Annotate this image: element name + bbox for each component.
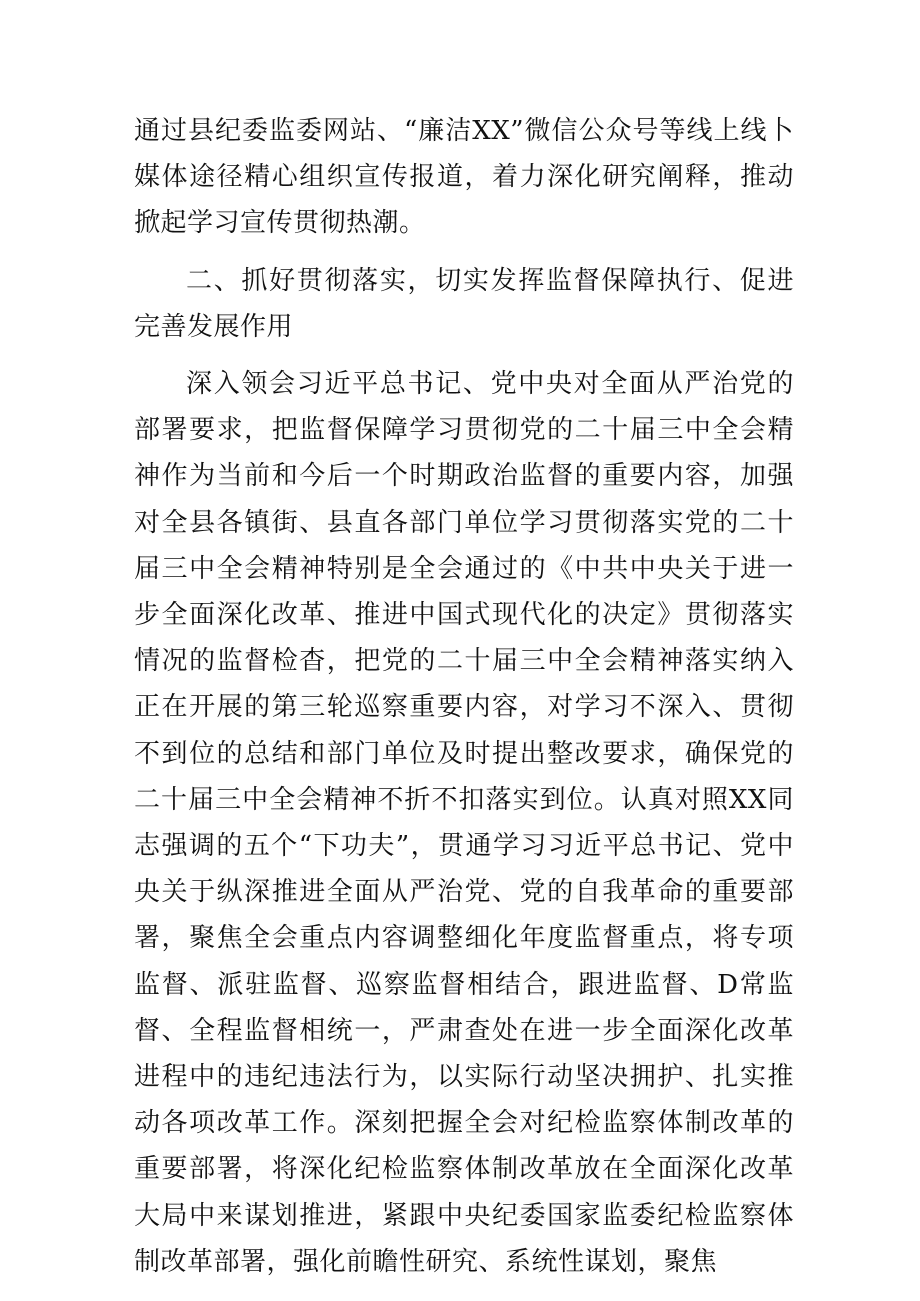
paragraph-continuation: 通过县纪委监委网站、“廉洁XX”微信公众号等线上线卜媒体途径精心组织宣传报道，着力深化研究阐释，推动掀起学习宣传贯彻热潮。 xyxy=(134,116,794,239)
paragraph-body: 深入领会习近平总书记、党中央对全面从严治党的部署要求，把监督保障学习贯彻党的二十届三中全会精神作为当前和今后一个时期政治监督的重要内容，加强对全县各镇街、县直各部门单位学习贯彻落实党的二十届三中全会精神特别是全会通过的《中共中央关于进一步全面深化改革、推进中国式现代化的决定》贯彻落实情况的监督检杳，把党的二十届三中全会精神落实纳入正在开展的第三轮巡察重要内容，对学习不深入、贯彻不到位的总结和部门单位及时提出整改要求，确保党的二十届三中全会精神不折不扣落实到位。认真对照XX同志强调的五个“下功夫”，贯通学习习近平总书记、党中央关于纵深推进全面从严治党、党的自我革命的重要部署，聚焦全会重点内容调整细化年度监督重点，将专项监督、派驻监督、巡察监督相结合，跟进监督、D常监督、全程监督相统一，严肃查处在进一步全面深化改革进程中的违纪违法行为，以实际行动坚决拥护、扎实推动各项改革工作。深刻把握全会对纪检监察体制改革的重要部署，将深化纪检监察体制改革放在全面深化改革大局中来谋划推进，紧跟中央纪委国家监委纪检监察体制改革部署，强化前瞻性研究、系统性谋划，聚焦 xyxy=(134,369,794,1277)
section-heading: 二、抓好贯彻落实，切实发挥监督保障执行、促进完善发展作用 xyxy=(134,265,794,342)
document-body xyxy=(134,108,794,1296)
